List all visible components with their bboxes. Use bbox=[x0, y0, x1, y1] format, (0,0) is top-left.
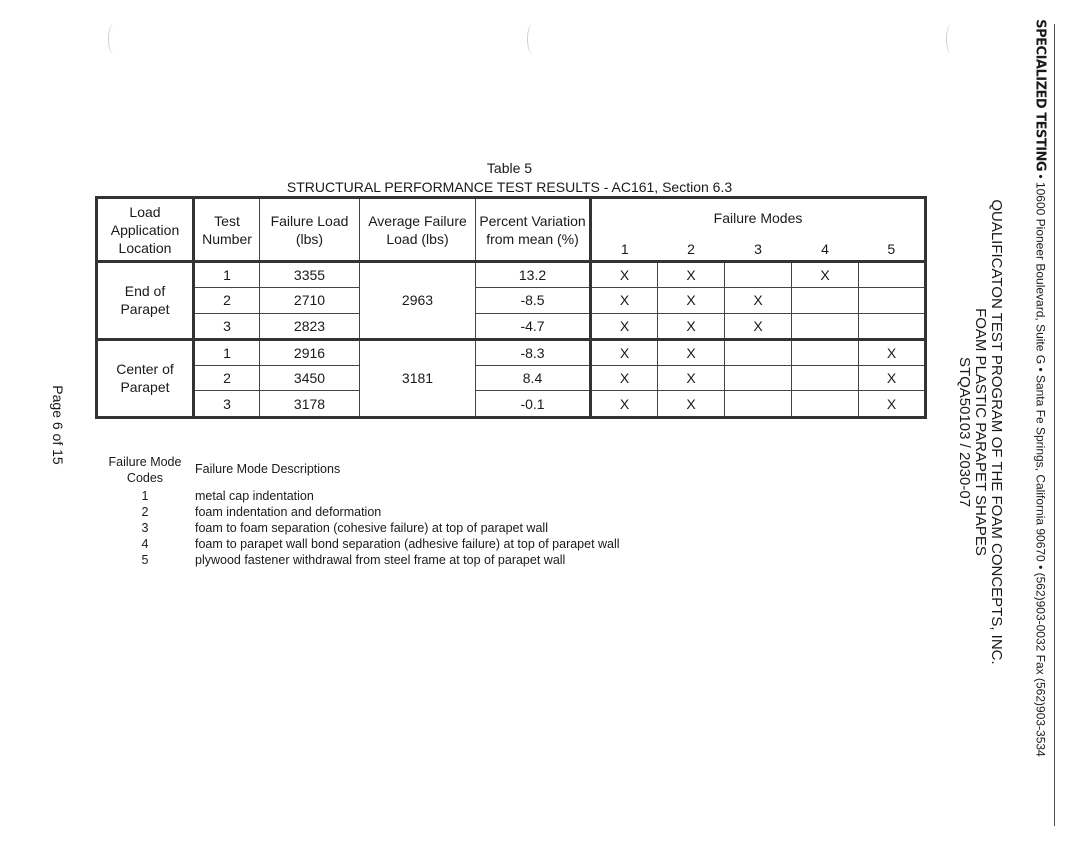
variation-cell: -0.1 bbox=[476, 391, 591, 418]
failure-load-cell: 3355 bbox=[260, 262, 360, 288]
mode-cell: X bbox=[658, 288, 725, 313]
header-location: Load Application Location bbox=[97, 198, 194, 262]
mode-cell: X bbox=[591, 391, 658, 418]
mode-cell: X bbox=[658, 313, 725, 339]
mode-cell: X bbox=[859, 366, 926, 391]
failure-load-cell: 3450 bbox=[260, 366, 360, 391]
variation-cell: 8.4 bbox=[476, 366, 591, 391]
company-letterhead bbox=[1033, 19, 1048, 756]
mode-cell: X bbox=[591, 288, 658, 313]
results-table bbox=[95, 196, 927, 419]
failure-load-cell: 2710 bbox=[260, 288, 360, 313]
punch-hole-mark bbox=[527, 24, 538, 54]
table-caption-number: Table 5 bbox=[486, 160, 533, 176]
legend-item: 3 foam to foam separation (cohesive failure) at top of parapet wall bbox=[141, 521, 548, 535]
letterhead-rule bbox=[1054, 24, 1055, 826]
table-header-row bbox=[97, 198, 926, 238]
failure-load-cell: 2916 bbox=[260, 339, 360, 365]
table-row bbox=[97, 366, 926, 391]
mode-cell: X bbox=[591, 339, 658, 365]
location-cell: End of Parapet bbox=[97, 262, 194, 340]
variation-cell: -4.7 bbox=[476, 313, 591, 339]
legend-item: 5 plywood fastener withdrawal from steel frame at top of parapet wall bbox=[141, 553, 566, 567]
mode-cell: X bbox=[658, 366, 725, 391]
location-cell: Center of Parapet bbox=[97, 339, 194, 417]
variation-cell: 13.2 bbox=[476, 262, 591, 288]
legend-item: 2 foam indentation and deformation bbox=[141, 505, 382, 519]
header-mode-3: 3 bbox=[725, 238, 792, 262]
mode-cell bbox=[725, 391, 792, 418]
mode-cell bbox=[725, 339, 792, 365]
test-number-cell: 3 bbox=[194, 313, 260, 339]
variation-cell: -8.3 bbox=[476, 339, 591, 365]
mode-cell: X bbox=[859, 339, 926, 365]
table-row bbox=[97, 262, 926, 288]
legend-codes-header: Failure Mode Codes bbox=[108, 455, 182, 485]
mode-cell bbox=[859, 262, 926, 288]
header-average-load: Average Failure Load (lbs) bbox=[360, 198, 476, 262]
legend-descriptions-header: Failure Mode Descriptions bbox=[195, 462, 341, 476]
mode-cell bbox=[792, 339, 859, 365]
legend-item: 4 foam to parapet wall bond separation (adhesive failure) at top of parapet wall bbox=[141, 537, 620, 551]
header-failure-modes: Failure Modes bbox=[591, 198, 926, 238]
table-row bbox=[97, 313, 926, 339]
average-load-cell: 2963 bbox=[360, 262, 476, 340]
company-name: SPECIALIZED TESTING bbox=[1032, 19, 1048, 172]
mode-cell bbox=[792, 366, 859, 391]
mode-cell: X bbox=[591, 366, 658, 391]
test-number-cell: 2 bbox=[194, 288, 260, 313]
mode-cell: X bbox=[591, 313, 658, 339]
header-test-number: Test Number bbox=[194, 198, 260, 262]
legend-item: 1 metal cap indentation bbox=[141, 489, 314, 503]
company-address: • 10600 Pioneer Boulevard, Suite G • Santa Fe Springs, California 90670 • (562)903-0032 Fax (562)903-3534 bbox=[1033, 171, 1048, 757]
test-number-cell: 3 bbox=[194, 391, 260, 418]
mode-cell: X bbox=[859, 391, 926, 418]
report-subtitle: FOAM PLASTIC PARAPET SHAPES bbox=[972, 308, 989, 556]
mode-cell bbox=[792, 288, 859, 313]
variation-cell: -8.5 bbox=[476, 288, 591, 313]
punch-hole-mark bbox=[108, 24, 119, 54]
table-row bbox=[97, 288, 926, 313]
mode-cell bbox=[859, 288, 926, 313]
test-number-cell: 2 bbox=[194, 366, 260, 391]
header-mode-1: 1 bbox=[591, 238, 658, 262]
mode-cell bbox=[792, 313, 859, 339]
mode-cell: X bbox=[658, 391, 725, 418]
report-number: STQA50103 / 2030-07 bbox=[956, 356, 973, 508]
mode-cell: X bbox=[658, 262, 725, 288]
header-percent-variation: Percent Variation from mean (%) bbox=[476, 198, 591, 262]
table-row bbox=[97, 391, 926, 418]
table-row bbox=[97, 339, 926, 365]
mode-cell bbox=[725, 366, 792, 391]
mode-cell: X bbox=[658, 339, 725, 365]
average-load-cell: 3181 bbox=[360, 339, 476, 417]
header-mode-4: 4 bbox=[792, 238, 859, 262]
report-title: QUALIFICATON TEST PROGRAM OF THE FOAM CONCEPTS, INC. bbox=[988, 199, 1005, 665]
failure-load-cell: 2823 bbox=[260, 313, 360, 339]
header-mode-5: 5 bbox=[859, 238, 926, 262]
test-number-cell: 1 bbox=[194, 339, 260, 365]
mode-cell: X bbox=[725, 313, 792, 339]
test-number-cell: 1 bbox=[194, 262, 260, 288]
report-header bbox=[956, 199, 1004, 664]
failure-load-cell: 3178 bbox=[260, 391, 360, 418]
mode-cell: X bbox=[591, 262, 658, 288]
mode-cell: X bbox=[725, 288, 792, 313]
punch-hole-mark bbox=[946, 24, 957, 54]
mode-cell bbox=[725, 262, 792, 288]
header-mode-2: 2 bbox=[658, 238, 725, 262]
mode-cell bbox=[859, 313, 926, 339]
table-caption-title: STRUCTURAL PERFORMANCE TEST RESULTS - AC161, Section 6.3 bbox=[286, 179, 733, 195]
mode-cell: X bbox=[792, 262, 859, 288]
header-failure-load: Failure Load (lbs) bbox=[260, 198, 360, 262]
mode-cell bbox=[792, 391, 859, 418]
page-number: Page 6 of 15 bbox=[50, 385, 66, 465]
